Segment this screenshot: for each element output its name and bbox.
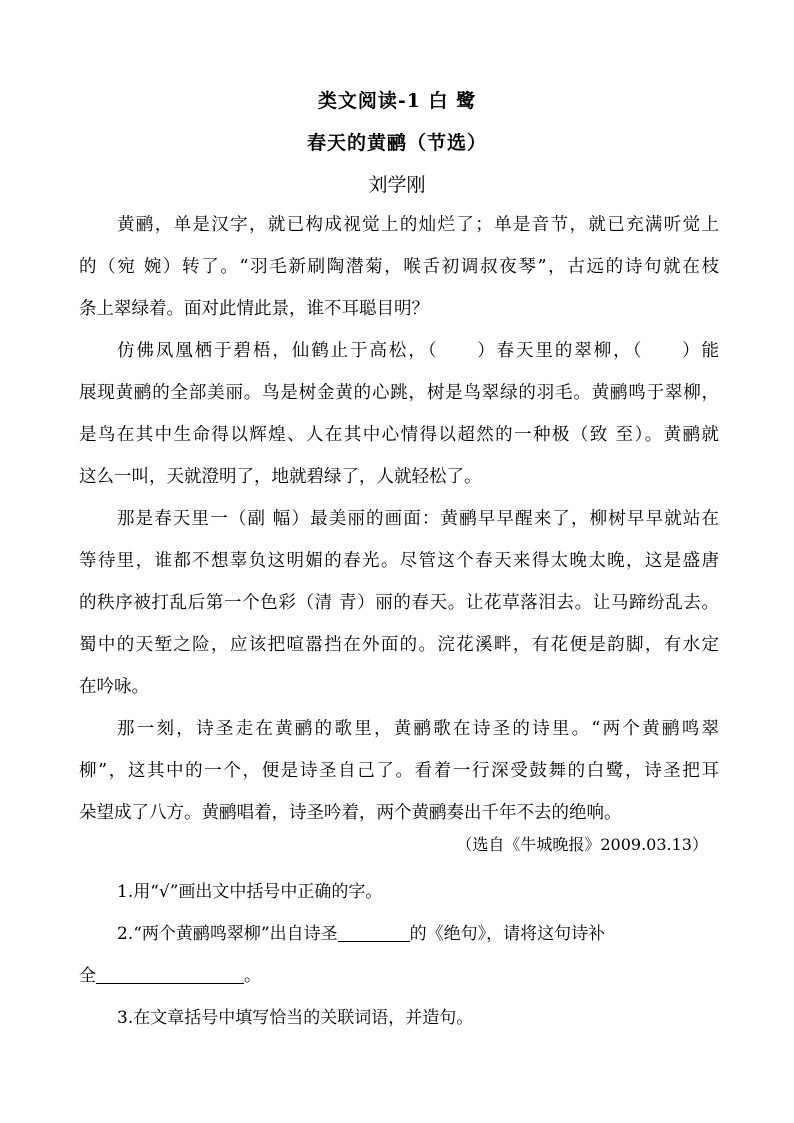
question-3: 3.在文章括号中填写恰当的关联词语，并造句。 [117,1008,474,1028]
article-source: （选自《牛城晚报》2009.03.13） [456,835,708,854]
paragraph-1-line-1: 黄鹂，单是汉字，就已构成视觉上的灿烂了；单是音节，就已充满听觉上 [117,215,719,235]
paragraph-4-line-2: 柳”，这其中的一个，便是诗圣自己了。看着一行深受鼓舞的白鹭，诗圣把耳 [79,761,719,781]
page-title: 类文阅读-1 白 鹭 [317,90,477,112]
paragraph-3-line-5: 在吟咏。 [79,677,149,697]
paragraph-2-line-2: 展现黄鹂的全部美丽。鸟是树金黄的心跳，树是鸟翠绿的羽毛。黄鹂鸣于翠柳， [79,383,719,403]
poem-completion-blank[interactable] [96,965,244,984]
question-1: 1.用“√”画出文中括号中正确的字。 [117,882,383,902]
paragraph-3-line-3: 的秩序被打乱后第一个色彩（清 青）丽的春天。让花草落泪去。让马蹄纷乱去。 [79,593,719,613]
paragraph-4-line-1: 那一刻，诗圣走在黄鹂的歌里，黄鹂歌在诗圣的诗里。“两个黄鹂鸣翠 [117,719,719,739]
question-2-text-d: 。 [244,966,261,986]
article-title: 春天的黄鹂（节选） [306,132,487,154]
question-2-line-1 [117,919,605,944]
paragraph-3-line-4: 蜀中的天堑之险，应该把喧嚣挡在外面的。浣花溪畔，有花便是韵脚，有水定 [79,635,719,655]
paragraph-1-line-3: 条上翠绿着。面对此情此景，谁不耳聪目明？ [79,299,429,319]
poet-answer-blank[interactable] [338,923,410,942]
question-2-line-2 [79,961,261,986]
question-2-text-c: 全 [79,966,96,986]
paragraph-3-line-1: 那是春天里一（副 幅）最美丽的画面：黄鹂早早醒来了，柳树早早就站在 [117,509,719,529]
paragraph-2-line-4: 这么一叫，天就澄明了，地就碧绿了，人就轻松了。 [79,467,482,487]
paragraph-4-line-3: 朵望成了八方。黄鹂唱着，诗圣吟着，两个黄鹂奏出千年不去的绝响。 [79,803,622,823]
paragraph-3-line-2: 等待里，谁都不想辜负这明媚的春光。尽管这个春天来得太晚太晚，这是盛唐 [79,551,719,571]
article-author: 刘学刚 [368,174,426,196]
question-2-text-b: 的《绝句》，请将这句诗补 [409,924,606,944]
paragraph-1-line-2: 的（宛 婉）转了。“羽毛新刷陶潜菊，喉舌初调叔夜琴”，古远的诗句就在枝 [79,257,719,277]
question-2-text-a: 2.“两个黄鹂鸣翠柳”出自诗圣 [117,924,338,944]
paragraph-2-line-3: 是鸟在其中生命得以辉煌、人在其中心情得以超然的一种极（致 至）。黄鹂就 [79,425,719,445]
paragraph-2-line-1: 仿佛凤凰栖于碧梧，仙鹤止于高松，（ ）春天里的翠柳，（ ）能 [117,341,719,361]
